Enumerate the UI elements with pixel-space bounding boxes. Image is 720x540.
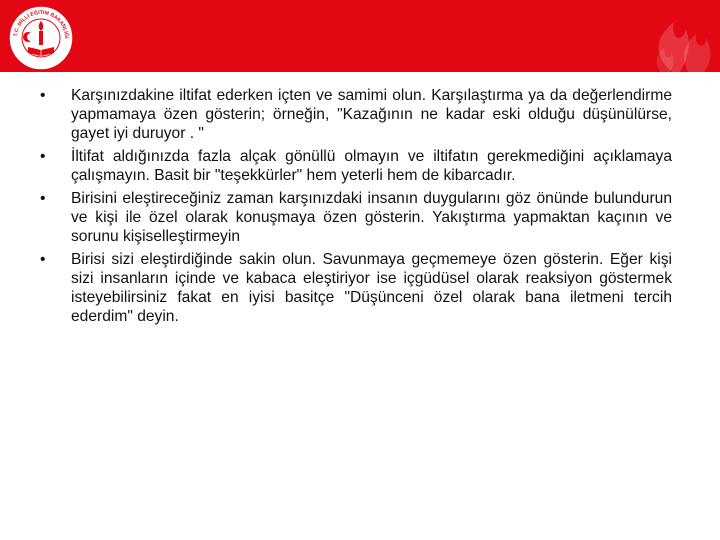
bullet-item [40, 86, 672, 143]
bullet-list [40, 86, 672, 326]
bullet-text: İltifat aldığınızda fazla alçak gönüllü olmayın ve iltifatın gerekmediğini açıklamaya çalışmayın. Basit bir "teşekkürler" hem yeterli hem de kibarcadır. [71, 148, 672, 184]
slide-content [40, 86, 672, 330]
bullet-marker: • [40, 190, 46, 207]
bullet-item [40, 250, 672, 326]
ministry-logo [6, 3, 76, 71]
logo-text: T.C. MİLLİ EĞİTİM BAKANLIĞI [13, 9, 70, 39]
bullet-text: Birisini eleştireceğiniz zaman karşınızdaki insanın duygularını göz önünde bulundurun ve kişi ile özel olarak konuşmaya özen gösterin. Yakıştırma yapmaktan kaçının ve sorunu kişiselleştirmeyin [71, 190, 672, 245]
flame-decoration [610, 0, 720, 72]
bullet-item [40, 189, 672, 246]
bullet-marker: • [40, 251, 46, 268]
bullet-item [40, 147, 672, 185]
bullet-text: Birisi sizi eleştirdiğinde sakin olun. Savunmaya geçmemeye özen gösterin. Eğer kişi sizi insanların içinde ve kabaca eleştiriyor ise içgüdüsel olarak reaksiyon göstermek isteyebilirsiniz fakat en iyisi basitçe "Düşünceni özel olarak bana iletmeni tercih ederdim" deyin. [71, 251, 672, 325]
bullet-marker: • [40, 148, 46, 165]
bullet-marker: • [40, 87, 46, 104]
bullet-text: Karşınızdakine iltifat ederken içten ve samimi olun. Karşılaştırma ya da değerlendirme yapmamaya özen gösterin; örneğin, "Kazağının ne kadar eski olduğu düşünülürse, gayet iyi duruyor . " [71, 87, 672, 142]
